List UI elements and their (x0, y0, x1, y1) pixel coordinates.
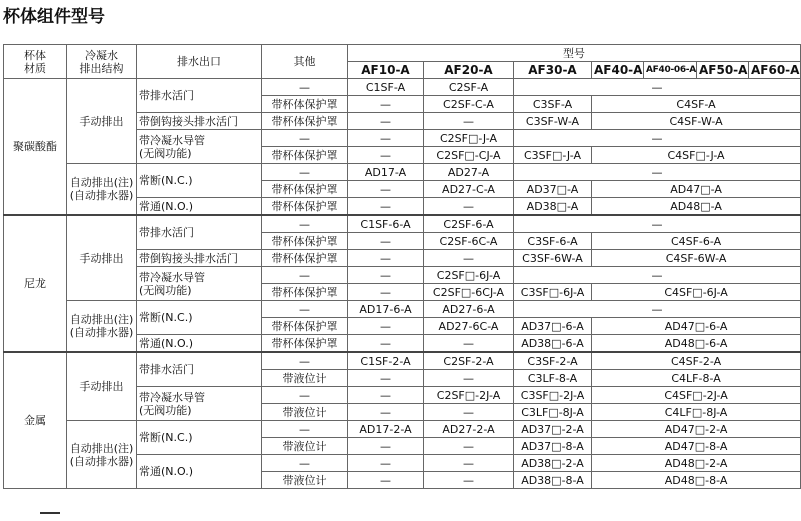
model-cell: AD37□-8-A (514, 438, 592, 455)
model-cell: — (424, 113, 514, 130)
model-cell: AD48□-A (592, 198, 801, 216)
model-cell: — (348, 404, 424, 421)
model-cell: — (514, 79, 801, 96)
material-pc: 聚碳酸酯 (4, 79, 67, 216)
outlet-valve: 带排水活门 (137, 215, 262, 250)
model-cell: C4SF□-6J-A (592, 284, 801, 301)
other-cell: 带杯体保护罩 (262, 198, 348, 216)
material-metal: 金属 (4, 352, 67, 489)
model-cell: AD38□-2-A (514, 455, 592, 472)
model-cell: C3SF□-6J-A (514, 284, 592, 301)
other-cell: 带液位计 (262, 404, 348, 421)
other-cell: — (262, 421, 348, 438)
structure-auto: 自动排出(注) (自动排水器) (67, 301, 137, 353)
model-cell: C3LF□-8J-A (514, 404, 592, 421)
model-cell: — (424, 455, 514, 472)
other-cell: — (262, 387, 348, 404)
other-cell: 带杯体保护罩 (262, 335, 348, 353)
header-af40: AF40-A (592, 62, 644, 79)
header-drain-outlet: 排水出口 (137, 45, 262, 79)
model-cell: AD37□-2-A (514, 421, 592, 438)
model-cell: AD38□-6-A (514, 335, 592, 353)
outlet-guide: 带冷凝水导管 (无阀功能) (137, 130, 262, 164)
model-cell: — (348, 130, 424, 147)
model-cell: C3SF□-J-A (514, 147, 592, 164)
model-cell: C2SF-2-A (424, 352, 514, 370)
model-cell: — (424, 250, 514, 267)
header-af60: AF60-A (749, 62, 801, 79)
model-cell: — (348, 438, 424, 455)
model-cell: AD47□-6-A (592, 318, 801, 335)
outlet-nc: 常断(N.C.) (137, 301, 262, 335)
other-cell: 带液位计 (262, 472, 348, 489)
corner-mark (40, 512, 60, 514)
model-cell: C4LF-8-A (592, 370, 801, 387)
model-cell: AD47□-2-A (592, 421, 801, 438)
other-cell: 带杯体保护罩 (262, 284, 348, 301)
model-cell: AD48□-8-A (592, 472, 801, 489)
model-cell: AD17-A (348, 164, 424, 181)
header-af30: AF30-A (514, 62, 592, 79)
model-cell: C4SF□-2J-A (592, 387, 801, 404)
model-cell: C1SF-A (348, 79, 424, 96)
model-cell: C4SF-W-A (592, 113, 801, 130)
outlet-nc: 常断(N.C.) (137, 164, 262, 198)
other-cell: — (262, 267, 348, 284)
model-cell: — (514, 267, 801, 284)
model-cell: AD47□-A (592, 181, 801, 198)
model-cell: C4SF-6W-A (592, 250, 801, 267)
model-cell: AD27-6C-A (424, 318, 514, 335)
model-cell: — (424, 472, 514, 489)
structure-manual: 手动排出 (67, 352, 137, 421)
model-cell: — (514, 130, 801, 147)
model-cell: — (424, 404, 514, 421)
model-cell: — (348, 113, 424, 130)
model-cell: — (424, 335, 514, 353)
header-af40-06: AF40-06-A (644, 62, 697, 79)
model-cell: C2SF□-2J-A (424, 387, 514, 404)
model-cell: C3LF-8-A (514, 370, 592, 387)
outlet-valve: 带排水活门 (137, 352, 262, 387)
model-cell: — (348, 335, 424, 353)
model-cell: C2SF-6-A (424, 215, 514, 233)
outlet-barb-valve: 带倒钩接头排水活门 (137, 250, 262, 267)
structure-auto: 自动排出(注) (自动排水器) (67, 164, 137, 216)
header-other: 其他 (262, 45, 348, 79)
model-cell: C2SF□-CJ-A (424, 147, 514, 164)
model-cell: AD37□-A (514, 181, 592, 198)
model-cell: AD37□-6-A (514, 318, 592, 335)
model-cell: — (514, 215, 801, 233)
other-cell: — (262, 79, 348, 96)
other-cell: 带液位计 (262, 438, 348, 455)
other-cell: 带液位计 (262, 370, 348, 387)
model-cell: — (424, 438, 514, 455)
model-cell: AD27-A (424, 164, 514, 181)
model-cell: AD48□-2-A (592, 455, 801, 472)
model-cell: C2SF-6C-A (424, 233, 514, 250)
outlet-guide: 带冷凝水导管 (无阀功能) (137, 267, 262, 301)
model-cell: — (348, 233, 424, 250)
model-cell: AD38□-8-A (514, 472, 592, 489)
model-cell: — (348, 387, 424, 404)
header-af50: AF50-A (697, 62, 749, 79)
other-cell: — (262, 215, 348, 233)
other-cell: — (262, 130, 348, 147)
material-nylon: 尼龙 (4, 215, 67, 352)
header-af10: AF10-A (348, 62, 424, 79)
outlet-nc: 常断(N.C.) (137, 421, 262, 455)
model-cell: AD47□-8-A (592, 438, 801, 455)
other-cell: 带杯体保护罩 (262, 233, 348, 250)
other-cell: — (262, 455, 348, 472)
model-cell: — (348, 472, 424, 489)
model-cell: C3SF-6-A (514, 233, 592, 250)
outlet-no: 常通(N.O.) (137, 198, 262, 216)
model-cell: C2SF-C-A (424, 96, 514, 113)
model-cell: — (348, 455, 424, 472)
other-cell: 带杯体保护罩 (262, 147, 348, 164)
model-cell: C4LF□-8J-A (592, 404, 801, 421)
model-cell: C3SF-2-A (514, 352, 592, 370)
model-cell: C3SF-6W-A (514, 250, 592, 267)
model-cell: AD17-2-A (348, 421, 424, 438)
other-cell: 带杯体保护罩 (262, 250, 348, 267)
other-cell: — (262, 164, 348, 181)
other-cell: — (262, 301, 348, 318)
model-cell: C2SF□-6CJ-A (424, 284, 514, 301)
model-cell: — (348, 198, 424, 216)
model-cell: C4SF-2-A (592, 352, 801, 370)
model-cell: C2SF-A (424, 79, 514, 96)
page-title: 杯体组件型号 (3, 7, 105, 27)
model-cell: — (348, 267, 424, 284)
model-cell: — (348, 318, 424, 335)
other-cell: 带杯体保护罩 (262, 96, 348, 113)
model-cell: AD17-6-A (348, 301, 424, 318)
model-cell: — (348, 181, 424, 198)
model-cell: C1SF-2-A (348, 352, 424, 370)
outlet-valve: 带排水活门 (137, 79, 262, 113)
model-cell: — (514, 301, 801, 318)
model-cell: C4SF-6-A (592, 233, 801, 250)
other-cell: 带杯体保护罩 (262, 318, 348, 335)
header-drain-structure: 冷凝水 排出结构 (67, 45, 137, 79)
header-material: 杯体 材质 (4, 45, 67, 79)
model-cell: — (348, 96, 424, 113)
model-cell: AD38□-A (514, 198, 592, 216)
model-cell: AD27-C-A (424, 181, 514, 198)
model-cell: C4SF-A (592, 96, 801, 113)
model-cell: C3SF-W-A (514, 113, 592, 130)
structure-manual: 手动排出 (67, 215, 137, 301)
model-cell: — (514, 164, 801, 181)
outlet-barb-valve: 带倒钩接头排水活门 (137, 113, 262, 130)
model-cell: AD27-6-A (424, 301, 514, 318)
structure-auto: 自动排出(注) (自动排水器) (67, 421, 137, 489)
model-cell: C2SF□-J-A (424, 130, 514, 147)
header-af20: AF20-A (424, 62, 514, 79)
model-cell: C1SF-6-A (348, 215, 424, 233)
model-table (3, 44, 801, 489)
model-cell: C4SF□-J-A (592, 147, 801, 164)
other-cell: 带杯体保护罩 (262, 113, 348, 130)
structure-manual: 手动排出 (67, 79, 137, 164)
model-cell: — (424, 370, 514, 387)
model-cell: C3SF-A (514, 96, 592, 113)
other-cell: 带杯体保护罩 (262, 181, 348, 198)
model-cell: C2SF□-6J-A (424, 267, 514, 284)
model-cell: — (424, 198, 514, 216)
outlet-no: 常通(N.O.) (137, 455, 262, 489)
model-cell: C3SF□-2J-A (514, 387, 592, 404)
model-cell: — (348, 284, 424, 301)
header-model: 型号 (348, 45, 801, 62)
model-cell: — (348, 370, 424, 387)
outlet-no: 常通(N.O.) (137, 335, 262, 353)
other-cell: — (262, 352, 348, 370)
model-cell: AD48□-6-A (592, 335, 801, 353)
model-cell: — (348, 250, 424, 267)
model-cell: AD27-2-A (424, 421, 514, 438)
model-cell: — (348, 147, 424, 164)
outlet-guide: 带冷凝水导管 (无阀功能) (137, 387, 262, 421)
